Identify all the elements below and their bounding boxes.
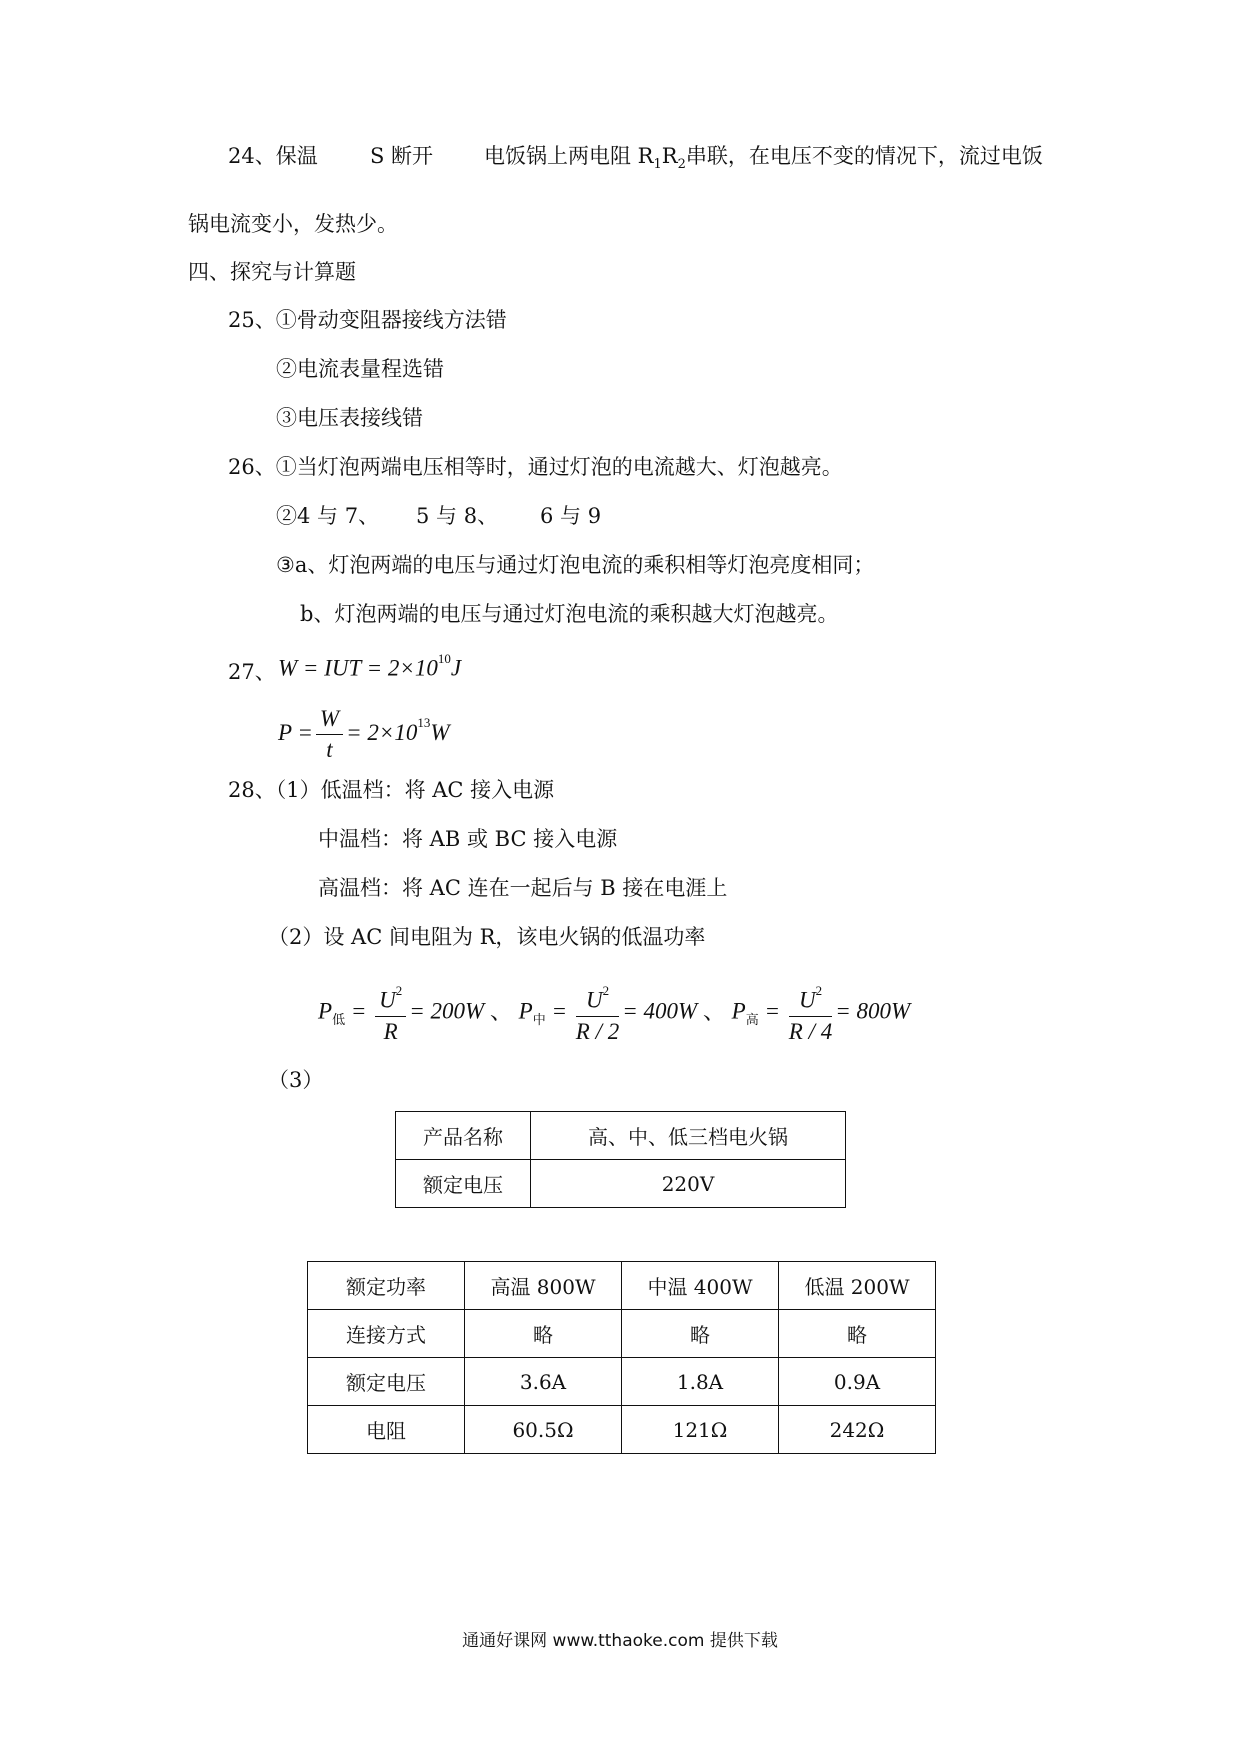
q28-power-formulas: $P_低$ = $\frac{U^2}{R}$ = 200W 、 $P_中$ = $\frac{U^2}{R / 2}$ = 400W 、 $P_高$ = $\frac{U^2}{R / 4}$ = 800W [318, 980, 910, 1047]
q24-answer-2: S 断开 [370, 144, 434, 168]
f1-num-sup: 2 [395, 983, 403, 998]
table-cell: 121Ω [622, 1406, 779, 1454]
table-cell: 额定电压 [308, 1358, 465, 1406]
q24-answer-3 [484, 142, 1043, 179]
q27-eq2-rhs: = 2×10 [346, 719, 418, 745]
f3-fraction [789, 980, 832, 1047]
q28-part2: （2）设 AC 间电阻为 R，该电火锅的低温功率 [268, 925, 706, 949]
f2-fraction [576, 980, 619, 1047]
f2-sub: 中 [532, 1012, 546, 1028]
f3-numerator [789, 980, 832, 1017]
q28-low-gear: （1）低温档：将 AC 接入电源 [275, 778, 555, 802]
q27-eq2-unit: W [430, 719, 450, 745]
q27-equation-2 [278, 704, 450, 765]
table-row [396, 1112, 846, 1160]
table-cell: 220V [531, 1160, 846, 1208]
table-cell: 略 [465, 1310, 622, 1358]
table-cell: 1.8A [622, 1358, 779, 1406]
f2-rhs: = 400W [622, 998, 698, 1024]
sep-2: 、 [702, 998, 726, 1024]
q27-eq2-exponent: 13 [417, 715, 431, 731]
table-cell: 略 [622, 1310, 779, 1358]
table-cell: 略 [779, 1310, 936, 1358]
table-row [396, 1160, 846, 1208]
table-row [308, 1358, 936, 1406]
q28-part3: （3） [268, 1068, 324, 1092]
gear-spec-table [307, 1261, 936, 1454]
q27-eq2-numerator: W [316, 704, 343, 735]
q24-text-a: 电饭锅上两电阻 R [484, 144, 654, 168]
q27-eq1-exponent: 10 [437, 651, 451, 666]
q26-line1 [228, 453, 843, 481]
q24-sub-1: 1 [653, 157, 662, 173]
f3-sub: 高 [745, 1012, 759, 1028]
sep-1: 、 [489, 998, 513, 1024]
q26-item-1: ①当灯泡两端电压相等时，通过灯泡的电流越大、灯泡越亮。 [275, 455, 843, 479]
q24-line1 [228, 142, 318, 170]
table-cell: 0.9A [779, 1358, 936, 1406]
table-cell: 低温 200W [779, 1262, 936, 1310]
q27-eq2-p: P = [278, 719, 313, 745]
table-row [308, 1406, 936, 1454]
f2-numerator [576, 980, 619, 1017]
q28-number: 28、 [228, 778, 276, 802]
q26-item-2c: 6 与 9 [540, 504, 602, 528]
q27-equation-1 [278, 651, 462, 682]
table-cell: 3.6A [465, 1358, 622, 1406]
q25-number: 25、 [228, 308, 276, 332]
table-cell: 产品名称 [396, 1112, 531, 1160]
table-cell: 高温 800W [465, 1262, 622, 1310]
table-row [308, 1310, 936, 1358]
q26-item-2a: ②4 与 7、 [276, 504, 380, 528]
f1-numerator [375, 980, 406, 1017]
q24-sub-2: 2 [677, 157, 686, 173]
q28-mid-gear: 中温档：将 AB 或 BC 接入电源 [318, 827, 618, 851]
f2-denominator: R / 2 [575, 1018, 620, 1044]
table-cell: 中温 400W [622, 1262, 779, 1310]
q25-item-2: ②电流表量程选错 [276, 357, 444, 381]
f2-num-sup: 2 [602, 983, 610, 998]
q26-item-4: b、灯泡两端的电压与通过灯泡电流的乘积越大灯泡越亮。 [300, 602, 839, 626]
q26-item-2b: 5 与 8、 [416, 504, 499, 528]
f3-num-sup: 2 [815, 983, 823, 998]
table-cell: 额定功率 [308, 1262, 465, 1310]
page-footer: 通通好课网 www.tthaoke.com 提供下载 [462, 1631, 778, 1651]
q25-item-3: ③电压表接线错 [276, 406, 423, 430]
f3-p: P [731, 998, 746, 1024]
q24-answer-1: 保温 [275, 144, 318, 168]
q26-item-3: ③a、灯泡两端的电压与通过灯泡电流的乘积相等灯泡亮度相同； [276, 553, 875, 577]
f1-num-u: U [379, 987, 396, 1013]
table-cell: 额定电压 [396, 1160, 531, 1208]
f3-rhs: = 800W [835, 998, 911, 1024]
f2-p: P [518, 998, 533, 1024]
f2-num-u: U [585, 987, 603, 1013]
table-cell: 连接方式 [308, 1310, 465, 1358]
q26-number: 26、 [228, 455, 276, 479]
f1-sub: 低 [332, 1012, 346, 1028]
q27-eq1-unit: J [450, 655, 462, 681]
f1-fraction [375, 980, 406, 1047]
table-row [308, 1262, 936, 1310]
f1-p: P [318, 998, 333, 1024]
q24-line2: 锅电流变小，发热少。 [188, 212, 398, 236]
q27-eq2-fraction [316, 704, 343, 765]
q27-eq1-lhs: W = IUT = 2×10 [278, 655, 438, 681]
q25-line1 [228, 306, 507, 334]
table-cell: 高、中、低三档电火锅 [531, 1112, 846, 1160]
table-cell: 242Ω [779, 1406, 936, 1454]
q24-number: 24、 [228, 144, 276, 168]
section-heading: 四、探究与计算题 [188, 260, 356, 284]
f3-num-u: U [798, 987, 816, 1013]
q27-eq2-denominator: t [326, 737, 333, 762]
q24-text-b: R [661, 144, 678, 168]
f3-denominator: R / 4 [788, 1018, 833, 1044]
f1-denominator: R [383, 1018, 398, 1044]
q24-text-c: 串联，在电压不变的情况下，流过电饭 [685, 144, 1043, 168]
q28-line1 [228, 776, 554, 804]
q28-high-gear: 高温档：将 AC 连在一起后与 B 接在电涯上 [318, 876, 728, 900]
table-cell: 60.5Ω [465, 1406, 622, 1454]
q27-number: 27、 [228, 660, 276, 684]
product-info-table [395, 1111, 846, 1208]
table-cell: 电阻 [308, 1406, 465, 1454]
q25-item-1: ①骨动变阻器接线方法错 [275, 308, 507, 332]
f1-rhs: = 200W [409, 998, 485, 1024]
